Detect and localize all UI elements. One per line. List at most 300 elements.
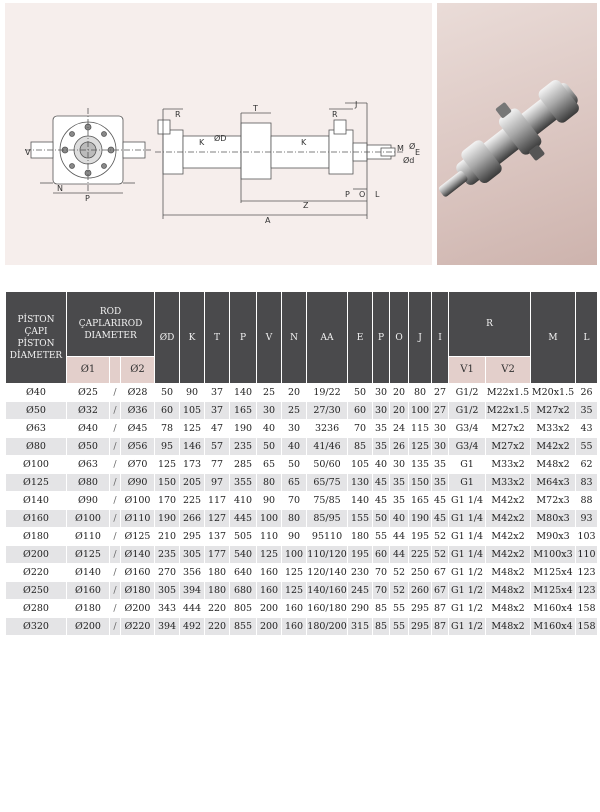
table-cell: Ø160 — [6, 510, 66, 527]
table-cell: 125 — [155, 456, 179, 473]
table-cell: 343 — [155, 600, 179, 617]
table-cell: Ø200 — [67, 618, 109, 635]
table-cell: M42x2 — [531, 438, 575, 455]
table-cell: 120/140 — [307, 564, 347, 581]
table-cell: 67 — [432, 582, 448, 599]
col-r-sub2: V2 — [486, 357, 530, 383]
table-cell: 160 — [282, 618, 306, 635]
table-cell: 50 — [257, 438, 281, 455]
table-cell: 110/120 — [307, 546, 347, 563]
table-cell: 295 — [409, 618, 431, 635]
table-cell: 100 — [257, 510, 281, 527]
table-cell: 20 — [282, 384, 306, 401]
table-row — [6, 438, 597, 455]
table-cell: 35 — [576, 402, 597, 419]
dim-v-label: V — [25, 148, 31, 157]
table-cell: 285 — [230, 456, 256, 473]
table-cell: 35 — [432, 456, 448, 473]
table-cell: 225 — [180, 492, 204, 509]
table-cell: G3/4 — [449, 438, 485, 455]
table-cell: M48x2 — [486, 618, 530, 635]
col-p: P — [230, 292, 256, 383]
table-cell: 140/160 — [307, 582, 347, 599]
table-cell: 52 — [432, 528, 448, 545]
table-cell: 305 — [180, 546, 204, 563]
table-cell: 30 — [373, 402, 389, 419]
table-cell: 270 — [155, 564, 179, 581]
table-row — [6, 546, 597, 563]
table-cell: Ø125 — [67, 546, 109, 563]
table-row — [6, 510, 597, 527]
table-cell: 62 — [576, 456, 597, 473]
table-cell: / — [110, 582, 120, 599]
table-cell: 85 — [348, 438, 372, 455]
table-cell: 27 — [432, 402, 448, 419]
table-cell: 45 — [432, 510, 448, 527]
table-cell: 70 — [348, 420, 372, 437]
dim-m-label: M — [397, 144, 404, 153]
table-cell: / — [110, 546, 120, 563]
table-cell: M125x4 — [531, 582, 575, 599]
table-cell: 394 — [155, 618, 179, 635]
table-cell: G1 1/4 — [449, 528, 485, 545]
table-cell: 50/60 — [307, 456, 347, 473]
table-cell: 855 — [230, 618, 256, 635]
table-cell: / — [110, 420, 120, 437]
table-cell: 394 — [180, 582, 204, 599]
table-cell: G1/2 — [449, 402, 485, 419]
table-cell: Ø125 — [6, 474, 66, 491]
dim-od-label: ØD — [214, 134, 227, 143]
product-hero — [0, 0, 600, 268]
table-cell: M42x2 — [486, 546, 530, 563]
col-m: M — [531, 292, 575, 383]
table-cell: 150 — [409, 474, 431, 491]
table-cell: 52 — [432, 546, 448, 563]
table-cell: Ø25 — [67, 384, 109, 401]
table-cell: M72x3 — [531, 492, 575, 509]
table-cell: 173 — [180, 456, 204, 473]
table-cell: 20 — [390, 402, 408, 419]
table-cell: 230 — [348, 564, 372, 581]
table-cell: 127 — [205, 510, 229, 527]
table-cell: 195 — [348, 546, 372, 563]
dim-t-label: T — [253, 104, 258, 113]
table-cell: 30 — [390, 456, 408, 473]
table-cell: 125 — [409, 438, 431, 455]
table-cell: Ø160 — [121, 564, 154, 581]
table-cell: G1 — [449, 456, 485, 473]
table-cell: 190 — [155, 510, 179, 527]
table-cell: Ø140 — [121, 546, 154, 563]
table-cell: M48x2 — [531, 456, 575, 473]
table-body — [6, 384, 597, 635]
table-cell: / — [110, 384, 120, 401]
table-cell: 37 — [205, 402, 229, 419]
table-cell: 235 — [230, 438, 256, 455]
table-cell: 85/95 — [307, 510, 347, 527]
table-cell: 88 — [576, 492, 597, 509]
col-i: I — [432, 292, 448, 383]
table-cell: Ø100 — [6, 456, 66, 473]
table-cell: Ø220 — [6, 564, 66, 581]
table-cell: 180/200 — [307, 618, 347, 635]
table-cell: 260 — [409, 582, 431, 599]
table-cell: 40 — [373, 456, 389, 473]
table-cell: 135 — [409, 456, 431, 473]
table-cell: 25 — [257, 384, 281, 401]
table-cell: 35 — [390, 492, 408, 509]
table-cell: 220 — [205, 600, 229, 617]
table-cell: 180 — [348, 528, 372, 545]
table-cell: 87 — [432, 600, 448, 617]
table-cell: 44 — [390, 546, 408, 563]
table-cell: 26 — [576, 384, 597, 401]
table-cell: Ø63 — [67, 456, 109, 473]
table-cell: 100 — [282, 546, 306, 563]
table-row — [6, 600, 597, 617]
table-cell: Ø140 — [67, 564, 109, 581]
table-cell: Ø80 — [6, 438, 66, 455]
table-cell: 50 — [348, 384, 372, 401]
table-cell: 805 — [230, 600, 256, 617]
col-e: E — [348, 292, 372, 383]
table-cell: / — [110, 438, 120, 455]
table-cell: 3236 — [307, 420, 347, 437]
table-cell: 45 — [373, 474, 389, 491]
table-cell: 140 — [230, 384, 256, 401]
table-cell: 43 — [576, 420, 597, 437]
table-cell: 210 — [155, 528, 179, 545]
table-cell: 25 — [282, 402, 306, 419]
col-v: V — [257, 292, 281, 383]
table-cell: M160x4 — [531, 600, 575, 617]
dim-k-right-label: K — [301, 138, 307, 147]
table-cell: 80 — [282, 510, 306, 527]
table-cell: 290 — [348, 600, 372, 617]
dim-pe-label: P — [345, 190, 350, 199]
table-cell: Ø100 — [67, 510, 109, 527]
table-cell: Ø40 — [6, 384, 66, 401]
table-cell: 105 — [180, 402, 204, 419]
table-cell: Ø50 — [67, 438, 109, 455]
table-cell: 180 — [205, 582, 229, 599]
table-cell: 40 — [257, 420, 281, 437]
table-cell: 67 — [432, 564, 448, 581]
col-rod-sub-sep — [110, 357, 120, 383]
table-cell: 125 — [282, 582, 306, 599]
table-cell: Ø125 — [121, 528, 154, 545]
table-row — [6, 492, 597, 509]
table-cell: G1 — [449, 474, 485, 491]
table-cell: 30 — [432, 438, 448, 455]
table-cell: M160x4 — [531, 618, 575, 635]
table-cell: Ø180 — [121, 582, 154, 599]
table-row — [6, 384, 597, 401]
table-cell: G1 1/4 — [449, 546, 485, 563]
table-cell: / — [110, 492, 120, 509]
dim-r-left-label: R — [175, 110, 181, 119]
table-cell: 295 — [180, 528, 204, 545]
table-cell: 123 — [576, 564, 597, 581]
table-cell: / — [110, 510, 120, 527]
table-cell: 24 — [390, 420, 408, 437]
table-cell: Ø180 — [6, 528, 66, 545]
dim-z-label: Z — [303, 201, 309, 210]
col-l: L — [576, 292, 597, 383]
table-cell: M33x2 — [531, 420, 575, 437]
table-row — [6, 456, 597, 473]
table-cell: / — [110, 474, 120, 491]
table-cell: 155 — [348, 510, 372, 527]
table-cell: M27x2 — [486, 438, 530, 455]
table-cell: 158 — [576, 600, 597, 617]
table-cell: Ø40 — [67, 420, 109, 437]
table-cell: 90 — [180, 384, 204, 401]
table-cell: M42x2 — [486, 510, 530, 527]
table-cell: 83 — [576, 474, 597, 491]
dim-a-label: A — [265, 216, 271, 225]
table-cell: / — [110, 402, 120, 419]
table-cell: 266 — [180, 510, 204, 527]
col-od: ØD — [155, 292, 179, 383]
table-cell: Ø280 — [6, 600, 66, 617]
table-cell: M48x2 — [486, 564, 530, 581]
table-cell: 60 — [155, 402, 179, 419]
table-cell: 177 — [205, 546, 229, 563]
table-cell: M20x1.5 — [531, 384, 575, 401]
table-cell: 505 — [230, 528, 256, 545]
table-cell: / — [110, 456, 120, 473]
table-row — [6, 582, 597, 599]
technical-drawing-panel — [5, 3, 432, 265]
table-cell: / — [110, 528, 120, 545]
table-cell: 50 — [373, 510, 389, 527]
table-cell: 50 — [282, 456, 306, 473]
table-row — [6, 618, 597, 635]
table-cell: 165 — [409, 492, 431, 509]
table-cell: 200 — [257, 600, 281, 617]
table-cell: 97 — [205, 474, 229, 491]
table-cell: Ø220 — [121, 618, 154, 635]
table-cell: 55 — [390, 600, 408, 617]
dim-j-label: J — [355, 100, 358, 109]
table-cell: Ø45 — [121, 420, 154, 437]
table-cell: 85 — [373, 600, 389, 617]
table-cell: G1 1/2 — [449, 600, 485, 617]
table-cell: Ø32 — [67, 402, 109, 419]
table-cell: 70 — [373, 564, 389, 581]
col-j: J — [409, 292, 431, 383]
table-cell: Ø100 — [121, 492, 154, 509]
table-cell: 250 — [409, 564, 431, 581]
table-cell: 57 — [205, 438, 229, 455]
table-cell: 123 — [576, 582, 597, 599]
col-r: R — [449, 292, 530, 356]
table-cell: M22x1.5 — [486, 402, 530, 419]
table-cell: 95 — [155, 438, 179, 455]
table-cell: Ø140 — [6, 492, 66, 509]
table-cell: 125 — [282, 564, 306, 581]
table-cell: M90x3 — [531, 528, 575, 545]
table-cell: M42x2 — [486, 492, 530, 509]
table-cell: 60 — [373, 546, 389, 563]
dim-r-right-label: R — [332, 110, 338, 119]
dim-l-label: L — [375, 190, 380, 199]
table-cell: 45 — [432, 492, 448, 509]
table-cell: 90 — [257, 492, 281, 509]
table-cell: 158 — [576, 618, 597, 635]
table-cell: Ø36 — [121, 402, 154, 419]
table-cell: 95110 — [307, 528, 347, 545]
table-cell: 26 — [390, 438, 408, 455]
table-cell: 60 — [348, 402, 372, 419]
table-cell: 65/75 — [307, 474, 347, 491]
table-cell: Ø90 — [67, 492, 109, 509]
cylinder-photo-illustration — [437, 3, 597, 265]
table-cell: M22x1.5 — [486, 384, 530, 401]
table-cell: 140 — [348, 492, 372, 509]
table-cell: 35 — [373, 420, 389, 437]
table-cell: Ø90 — [121, 474, 154, 491]
table-cell: 117 — [205, 492, 229, 509]
table-cell: 35 — [373, 438, 389, 455]
table-cell: 160/180 — [307, 600, 347, 617]
table-header — [6, 292, 597, 383]
col-rod-diameter: ROD ÇAPLARIROD DIAMETER — [67, 292, 154, 356]
table-cell: M125x4 — [531, 564, 575, 581]
col-t: T — [205, 292, 229, 383]
table-cell: 180 — [205, 564, 229, 581]
table-cell: 27 — [432, 384, 448, 401]
dim-k-left-label: K — [199, 138, 205, 147]
table-cell: 90 — [282, 528, 306, 545]
table-cell: 52 — [390, 582, 408, 599]
table-row — [6, 402, 597, 419]
table-cell: 100 — [409, 402, 431, 419]
table-cell: Ø28 — [121, 384, 154, 401]
table-cell: 315 — [348, 618, 372, 635]
table-cell: 125 — [180, 420, 204, 437]
table-cell: Ø320 — [6, 618, 66, 635]
table-cell: 30 — [432, 420, 448, 437]
table-cell: 640 — [230, 564, 256, 581]
table-cell: G3/4 — [449, 420, 485, 437]
table-cell: 20 — [390, 384, 408, 401]
col-r-sub1: V1 — [449, 357, 485, 383]
dim-n-label: N — [57, 184, 63, 193]
table-cell: G1 1/2 — [449, 564, 485, 581]
table-row — [6, 420, 597, 437]
table-cell: Ø110 — [121, 510, 154, 527]
table-cell: 80 — [409, 384, 431, 401]
table-cell: 103 — [576, 528, 597, 545]
table-cell: Ø200 — [6, 546, 66, 563]
table-cell: Ø160 — [67, 582, 109, 599]
col-p2: P — [373, 292, 389, 383]
table-cell: 44 — [390, 528, 408, 545]
table-cell: Ø80 — [67, 474, 109, 491]
dim-o-label: O — [359, 190, 366, 199]
table-cell: 40 — [282, 438, 306, 455]
table-cell: 130 — [348, 474, 372, 491]
table-cell: Ø50 — [6, 402, 66, 419]
table-cell: 55 — [576, 438, 597, 455]
table-cell: 30 — [373, 384, 389, 401]
col-rod-sub1: Ø1 — [67, 357, 109, 383]
table-cell: 65 — [282, 474, 306, 491]
table-cell: M33x2 — [486, 456, 530, 473]
col-k: K — [180, 292, 204, 383]
table-cell: 205 — [180, 474, 204, 491]
col-n: N — [282, 292, 306, 383]
table-cell: / — [110, 618, 120, 635]
table-cell: 47 — [205, 420, 229, 437]
table-cell: 45 — [373, 492, 389, 509]
table-cell: 225 — [409, 546, 431, 563]
table-cell: 220 — [205, 618, 229, 635]
table-cell: 55 — [390, 618, 408, 635]
table-cell: G1 1/4 — [449, 492, 485, 509]
table-cell: M80x3 — [531, 510, 575, 527]
table-cell: 492 — [180, 618, 204, 635]
table-cell: 55 — [373, 528, 389, 545]
table-cell: M27x2 — [531, 402, 575, 419]
table-cell: / — [110, 600, 120, 617]
table-cell: G1 1/2 — [449, 582, 485, 599]
table-cell: G1/2 — [449, 384, 485, 401]
table-cell: 40 — [390, 510, 408, 527]
table-row — [6, 528, 597, 545]
table-cell: 87 — [432, 618, 448, 635]
table-cell: 150 — [155, 474, 179, 491]
table-cell: 680 — [230, 582, 256, 599]
table-cell: 50 — [155, 384, 179, 401]
table-row — [6, 564, 597, 581]
table-cell: 125 — [257, 546, 281, 563]
table-cell: 19/22 — [307, 384, 347, 401]
table-cell: 37 — [205, 384, 229, 401]
table-cell: 190 — [409, 510, 431, 527]
dim-od2-label: Ød — [403, 156, 415, 165]
table-cell: 35 — [390, 474, 408, 491]
table-cell: 85 — [373, 618, 389, 635]
specification-table — [5, 291, 598, 636]
table-cell: 35 — [432, 474, 448, 491]
dim-p-label: P — [85, 194, 90, 203]
table-cell: G1 1/2 — [449, 618, 485, 635]
table-cell: M64x3 — [531, 474, 575, 491]
table-cell: 77 — [205, 456, 229, 473]
table-cell: 295 — [409, 600, 431, 617]
table-cell: 30 — [282, 420, 306, 437]
col-aa: AA — [307, 292, 347, 383]
table-cell: 146 — [180, 438, 204, 455]
table-cell: M48x2 — [486, 600, 530, 617]
table-cell: 305 — [155, 582, 179, 599]
table-cell: 110 — [576, 546, 597, 563]
table-cell: 160 — [257, 564, 281, 581]
table-cell: 540 — [230, 546, 256, 563]
table-cell: Ø56 — [121, 438, 154, 455]
table-cell: Ø180 — [67, 600, 109, 617]
col-piston-diameter: PİSTON ÇAPI PİSTON DİAMETER — [6, 292, 66, 383]
table-cell: / — [110, 564, 120, 581]
table-cell: 65 — [257, 456, 281, 473]
table-cell: M27x2 — [486, 420, 530, 437]
table-cell: 445 — [230, 510, 256, 527]
table-cell: Ø70 — [121, 456, 154, 473]
